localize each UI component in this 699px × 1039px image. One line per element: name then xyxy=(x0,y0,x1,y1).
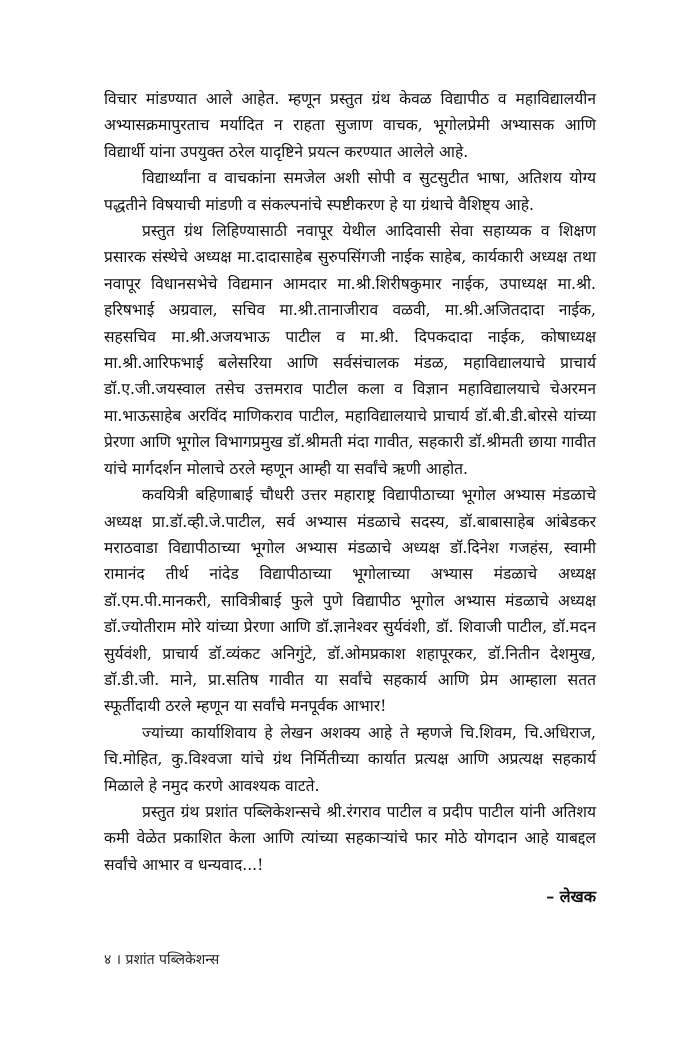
paragraph-acknowledgement-institution: प्रस्तुत ग्रंथ लिहिण्यासाठी नवापूर येथील आदिवासी सेवा सहाय्यक व शिक्षण प्रसारक संस्थेचे अध्यक्ष मा.दादासाहेब सुरुपसिंगजी नाईक साहेब, कार्यकारी अध्यक्ष तथा नवापूर विधानसभेचे विद्यमान आमदार मा.श्री.शिरीषकुमार नाईक, उपाध्यक्ष मा.श्री. हरिषभाई अग्रवाल, सचिव मा.श्री.तानाजीराव वळवी, मा.श्री.अजितदादा नाईक, सहसचिव मा.श्री.अजयभाऊ पाटील व मा.श्री. दिपकदादा नाईक, कोषाध्यक्ष मा.श्री.आरिफभाई बलेसरिया आणि सर्वसंचालक मंडळ, महाविद्यालयाचे प्राचार्य डॉ.ए.जी.जयस्वाल तसेच उत्तमराव पाटील कला व विज्ञान महाविद्यालयाचे चेअरमन मा.भाऊसाहेब अरविंद माणिकराव पाटील, महाविद्यालयाचे प्राचार्य डॉ.बी.डी.बोरसे यांच्या प्रेरणा आणि भूगोल विभागप्रमुख डॉ.श्रीमती मंदा गावीत, सहकारी डॉ.श्रीमती छाया गावीत यांचे मार्गदर्शन मोलाचे ठरले म्हणून आम्ही या सर्वांचे ऋणी आहोत. xyxy=(104,222,596,478)
paragraph-acknowledgement-publisher: प्रस्तुत ग्रंथ प्रशांत पब्लिकेशन्सचे श्री.रंगराव पाटील व प्रदीप पाटील यांनी अतिशय कमी वेळेत प्रकाशित केला आणि त्यांच्या सहकाऱ्यांचे फार मोठे योगदान आहे याबद्दल सर्वांचे आभार व धन्यवाद...! xyxy=(104,802,596,874)
paragraph-language-style: विद्यार्थ्यांना व वाचकांना समजेल अशी सोपी व सुटसुटीत भाषा, अतिशय योग्य पद्धतीने विषयाची मांडणी व संकल्पनांचे स्पष्टीकरण हे या ग्रंथाचे वैशिष्ट्य आहे. xyxy=(104,169,596,214)
paragraph-acknowledgement-family: ज्यांच्या कार्याशिवाय हे लेखन अशक्य आहे ते म्हणजे चि.शिवम, चि.अधिराज, चि.मोहित, कु.विश्वजा यांचे ग्रंथ निर्मितीच्या कार्यात प्रत्यक्ष आणि अप्रत्यक्ष सहकार्य मिळाले हे नमुद करणे आवश्यक वाटते. xyxy=(104,723,596,795)
page-body xyxy=(104,86,596,910)
page-footer: ४ । प्रशांत पब्लिकेशन्स xyxy=(104,952,220,968)
paragraph-intro-continued: विचार मांडण्यात आले आहेत. म्हणून प्रस्तुत ग्रंथ केवळ विद्यापीठ व महाविद्यालयीन अभ्यासक्रमापुरताच मर्यादित न राहता सुजाण वाचक, भूगोलप्रेमी अभ्यासक आणि विद्यार्थी यांना उपयुक्त ठरेल यादृष्टिने प्रयत्न करण्यात आलेले आहे. xyxy=(104,90,596,161)
paragraph-acknowledgement-boards: कवयित्री बहिणाबाई चौधरी उत्तर महाराष्ट्र विद्यापीठाच्या भूगोल अभ्यास मंडळाचे अध्यक्ष प्रा.डॉ.व्ही.जे.पाटील, सर्व अभ्यास मंडळाचे सदस्य, डॉ.बाबासाहेब आंबेडकर मराठवाडा विद्यापीठाच्या भूगोल अभ्यास मंडळाचे अध्यक्ष डॉ.दिनेश गजहंस, स्वामी रामानंद तीर्थ नांदेड विद्यापीठाच्या भूगोलाच्या अभ्यास मंडळाचे अध्यक्ष डॉ.एम.पी.मानकरी, सावित्रीबाई फुले पुणे विद्यापीठ भूगोल अभ्यास मंडळाचे अध्यक्ष डॉ.ज्योतीराम मोरे यांच्या प्रेरणा आणि डॉ.ज्ञानेश्वर सुर्यवंशी, डॉ. शिवाजी पाटील, डॉ.मदन सुर्यवंशी, प्राचार्य डॉ.व्यंकट अनिगुंटे, डॉ.ओमप्रकाश शहापूरकर, डॉ.नितीन देशमुख, डॉ.डी.जी. माने, प्रा.सतिष गावीत या सर्वांचे सहकार्य आणि प्रेम आम्हाला सतत स्फूर्तीदायी ठरले म्हणून या सर्वांचे मनपूर्वक आभार! xyxy=(104,486,596,716)
author-signature: – लेखक xyxy=(546,887,596,907)
